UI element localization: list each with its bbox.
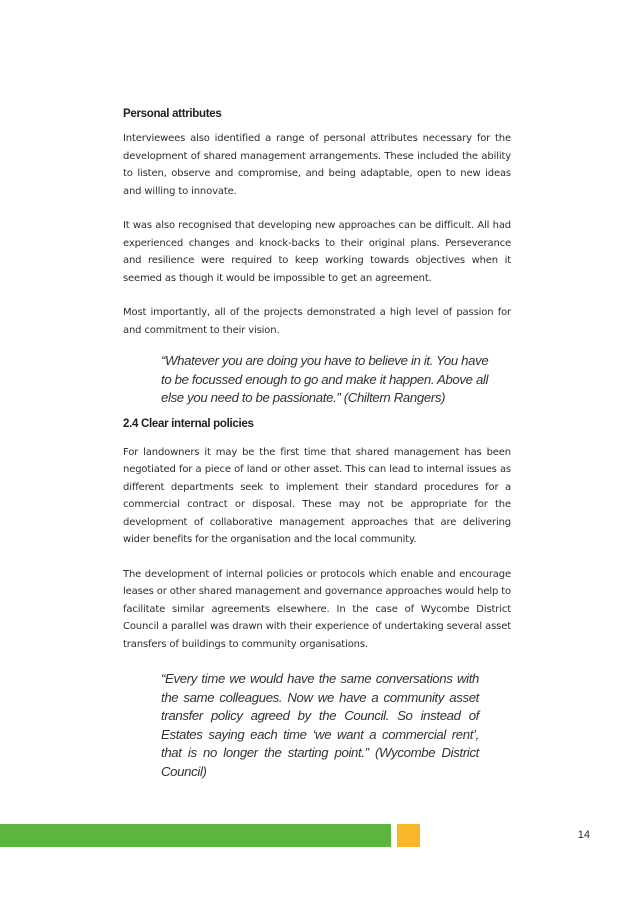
- heading-clear-internal-policies: 2.4 Clear internal policies: [123, 417, 254, 430]
- page-number: 14: [577, 829, 590, 841]
- page-content: [123, 106, 511, 781]
- paragraph: The development of internal policies or protocols which enable and encourage leases or other shared management and governance approaches would help to facilitate similar agreements elsewhere. In the case of Wycombe District Council a parallel was drawn with their experience of undertaking several asset transfers of buildings to community organisations.: [123, 568, 511, 650]
- paragraph: Interviewees also identified a range of personal attributes necessary for the development of shared management arrangements. These included the ability to listen, observe and compromise, and being adaptable, open to new ideas and willing to innovate.: [123, 133, 511, 197]
- heading-personal-attributes: Personal attributes: [123, 108, 222, 120]
- paragraph: It was also recognised that developing new approaches can be difficult. All had experienced changes and knock-backs to their original plans. Perseverance and resilience were required to keep working towards objectives when it seemed as though it would be impossible to get an agreement.: [123, 220, 511, 284]
- quote-wycombe-district-council: “Every time we would have the same conversations with the same colleagues. Now we have a community asset transfer policy agreed by the Council. So instead of Estates saying each time ‘we want a commercial rent’, that is no longer the starting point.” (Wycombe District Council): [161, 671, 479, 779]
- quote-chiltern-rangers: “Whatever you are doing you have to believe in it. You have to be focussed enough to go and make it happen. Above all else you need to be passionate.” (Chiltern Rangers): [161, 353, 489, 405]
- paragraph: Most importantly, all of the projects demonstrated a high level of passion for and commitment to their vision.: [123, 307, 511, 336]
- footer-green-bar: [0, 824, 391, 847]
- footer-yellow-square: [397, 824, 420, 847]
- paragraph: For landowners it may be the first time that shared management has been negotiated for a piece of land or other asset. This can lead to internal issues as different departments seek to implement their standard procedures for a commercial contract or disposal. These may not be appropriate for the development of collaborative management approaches that are delivering wider benefits for the organisation and the local community.: [123, 446, 511, 545]
